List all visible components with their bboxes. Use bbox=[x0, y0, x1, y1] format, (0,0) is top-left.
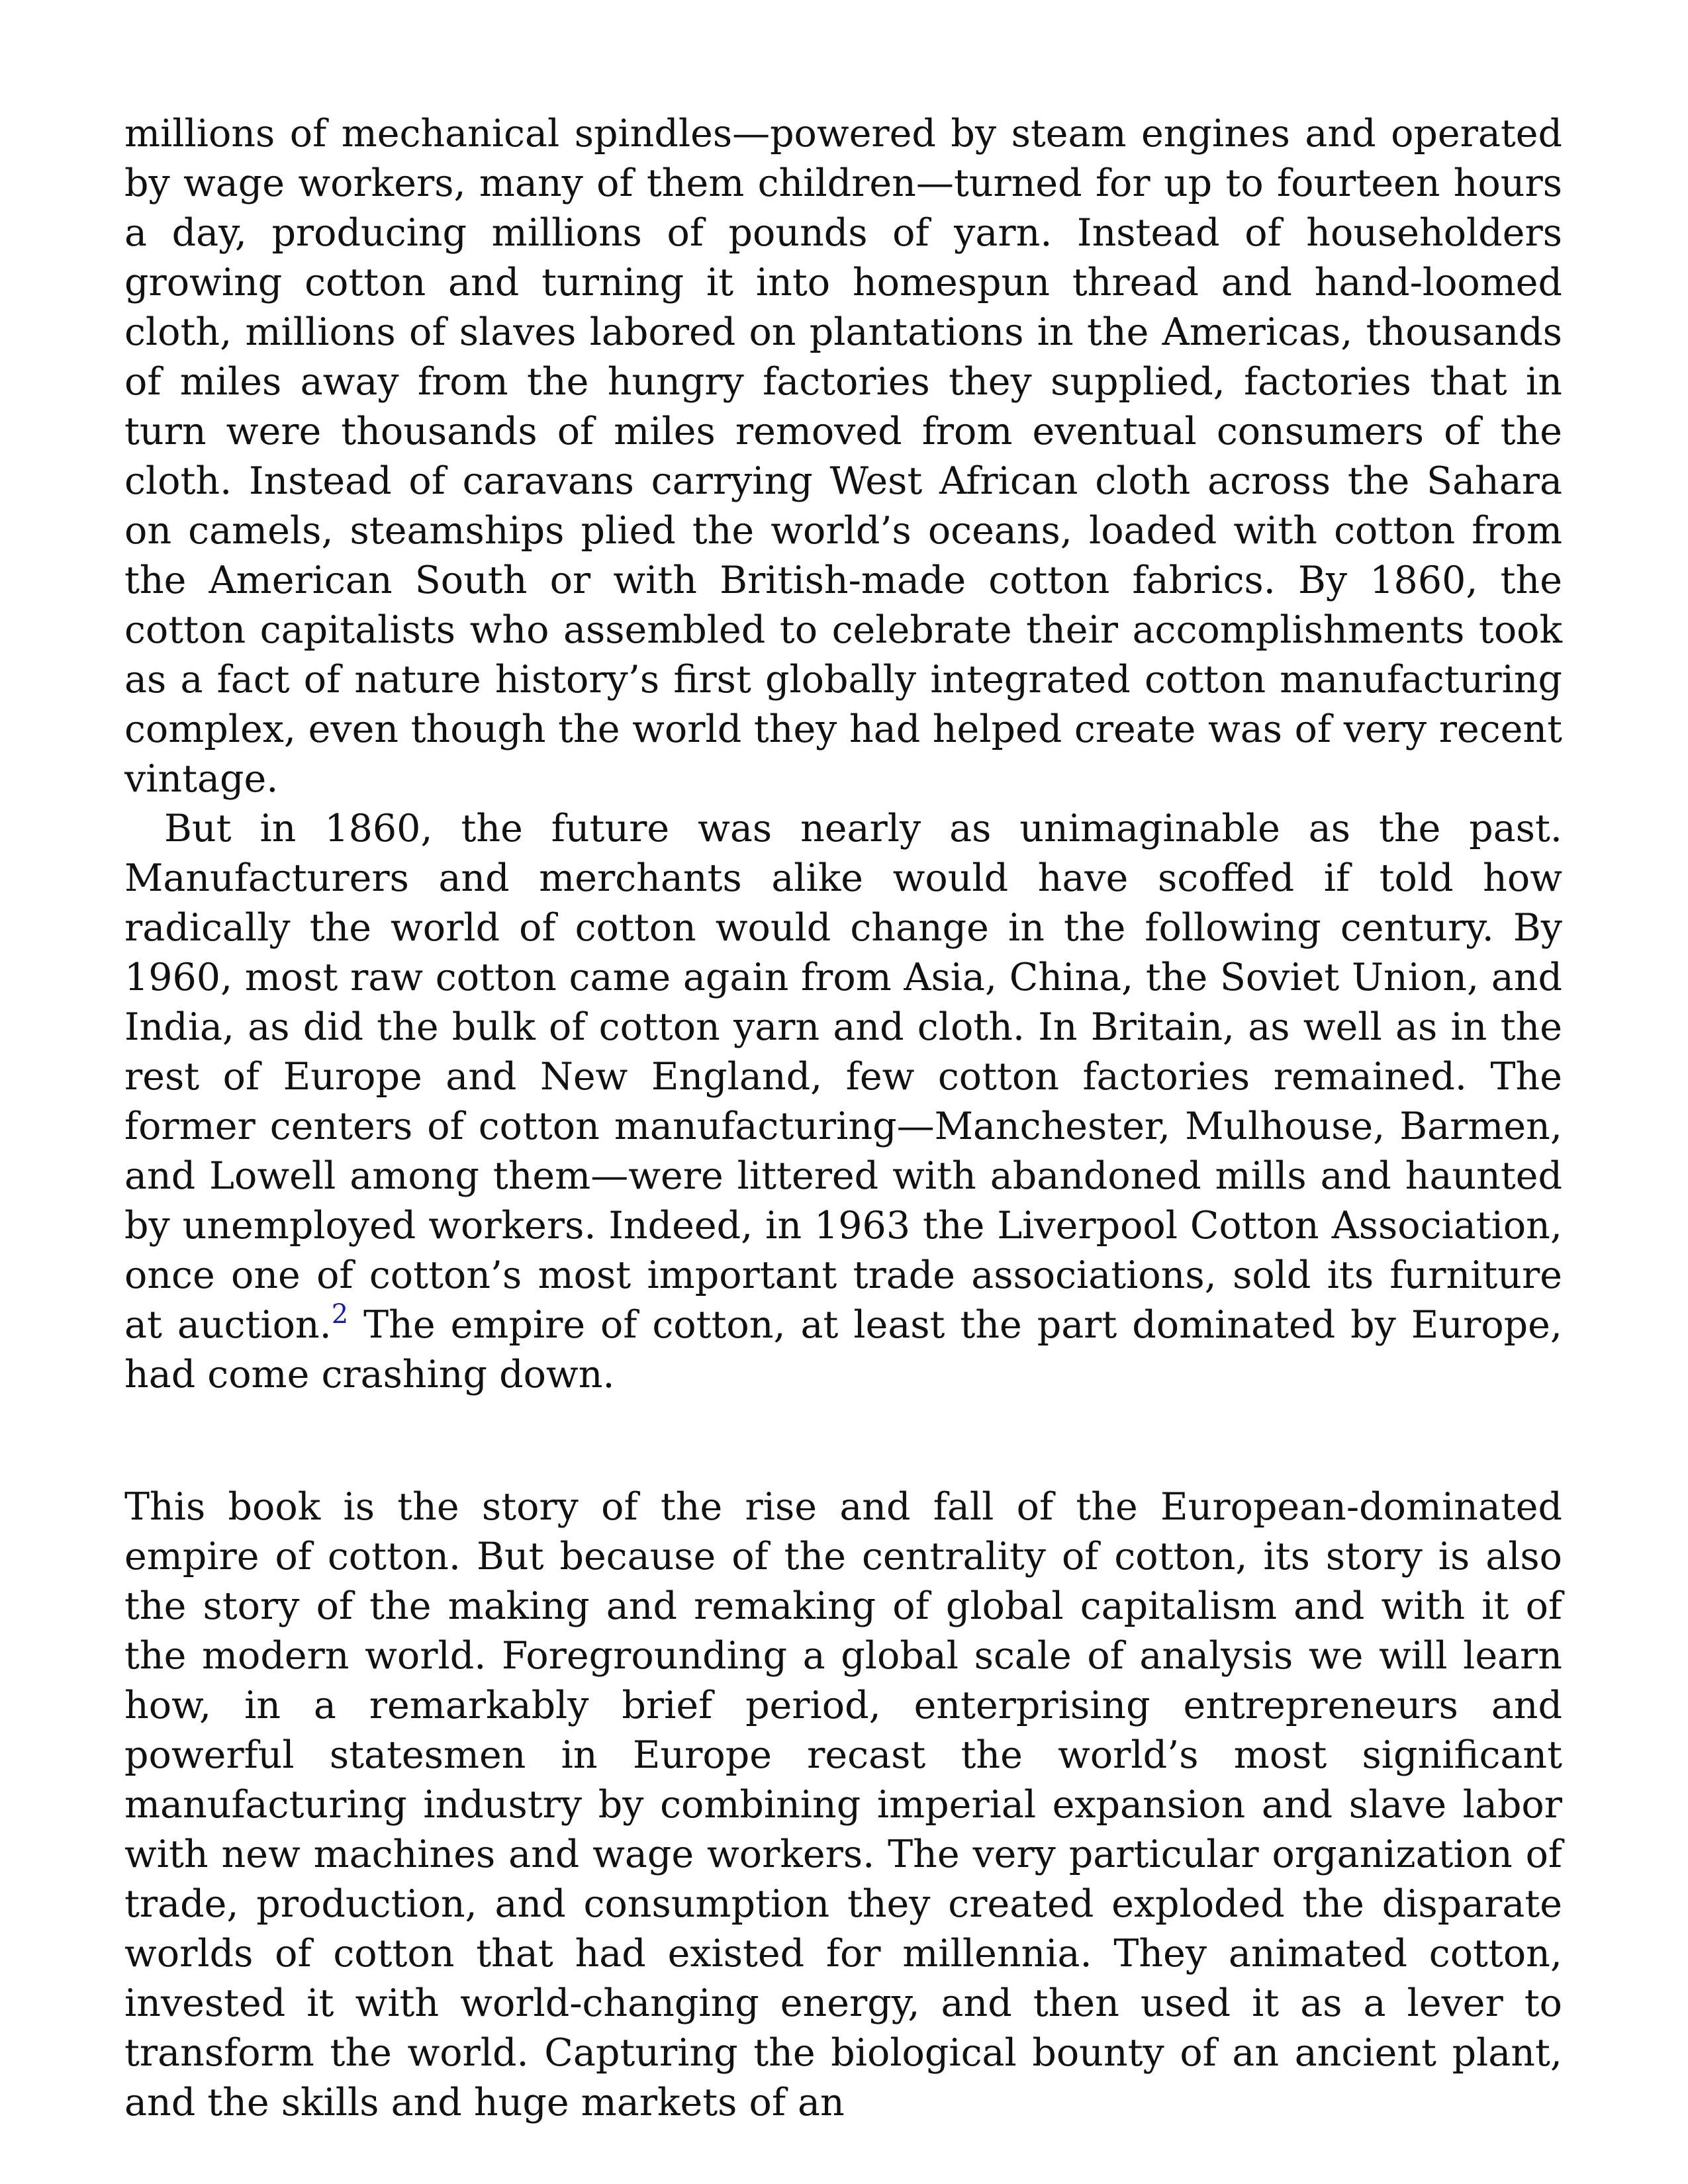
paragraph-1860-text: But in 1860, the future was nearly as unimaginable as the past. Manufacturers and merchants alike would have scoffed if told how radically the world of cotton would change in the following century. By 1960, most raw cotton came again from Asia, China, the Soviet Union, and India, as did the bulk of cotton yarn and cloth. In Britain, as well as in the rest of Europe and New England, few cotton factories remained. The former centers of cotton manufacturing—Manchester, Mulhouse, Barmen, and Lowell among them—were littered with abandoned mills and haunted by unemployed workers. Indeed, in 1963 the Liverpool Cotton Association, once one of cotton’s most important trade associations, sold its furniture at auction. bbox=[124, 807, 1562, 1347]
footnote-link-2[interactable]: 2 bbox=[331, 1299, 349, 1330]
paragraph-book-intro: This book is the story of the rise and fall of the European-dominated empire of cotton. But because of the centrality of cotton, its story is also the story of the making and remaking of global capitalism and with it of the modern world. Foregrounding a global scale of analysis we will learn how, in a remarkably brief period, enterprising entrepreneurs and powerful statesmen in Europe recast the world’s most significant manufacturing industry by combining imperial expansion and slave labor with new machines and wage workers. The very particular organization of trade, production, and consumption they created exploded the disparate worlds of cotton that had existed for millennia. They animated cotton, invested it with world-changing energy, and then used it as a lever to transform the world. Capturing the biological bounty of an ancient plant, and the skills and huge markets of an bbox=[124, 1485, 1562, 2124]
paragraph-continuation: millions of mechanical spindles—powered by steam engines and operated by wage workers, many of them children—turned for up to fourteen hours a day, producing millions of pounds of yarn. Instead of householders growing cotton and turning it into homespun thread and hand-loomed cloth, millions of slaves labored on plantations in the Americas, thousands of miles away from the hungry factories they supplied, factories that in turn were thousands of miles removed from eventual consumers of the cloth. Instead of caravans carrying West African cloth across the Sahara on camels, steamships plied the world’s oceans, loaded with cotton from the American South or with British-made cotton fabrics. By 1860, the cotton capitalists who assembled to celebrate their accomplishments took as a fact of nature history’s first globally integrated cotton manufacturing complex, even though the world they had helped create was of very recent vintage. bbox=[124, 112, 1562, 801]
paragraph-1860 bbox=[124, 804, 1562, 1400]
paragraph-1860-text-end: The empire of cotton, at least the part dominated by Europe, had come crashing down. bbox=[124, 1303, 1563, 1396]
page-body bbox=[124, 109, 1562, 2128]
section-break bbox=[124, 1400, 1562, 1482]
